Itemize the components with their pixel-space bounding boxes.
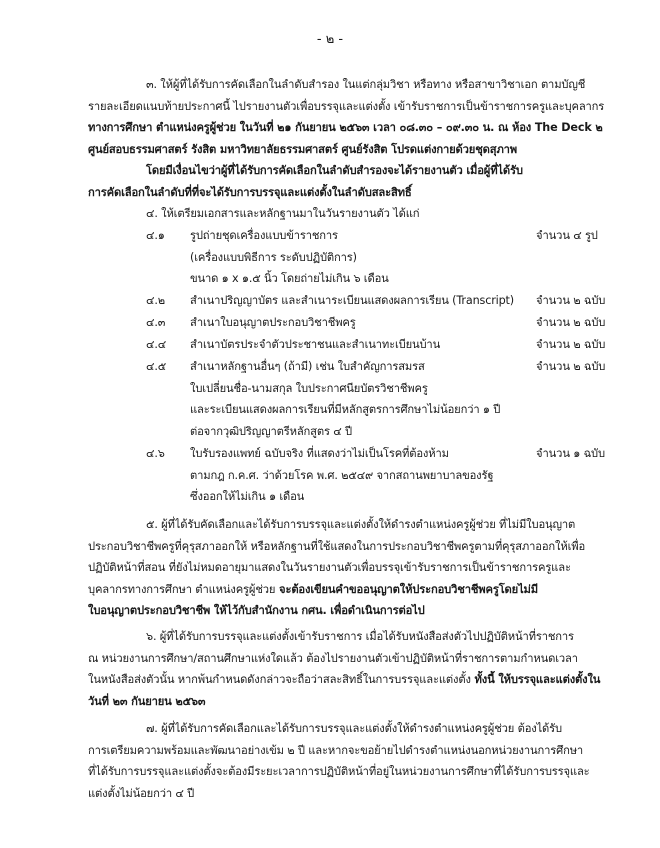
paragraph-4-heading	[88, 203, 636, 225]
paragraph-7	[88, 718, 636, 804]
para3-line: รายละเอียดแนบท้ายประกาศนี้ ไปรายงานตัวเพื่อบรรจุและแต่งตั้ง เข้ารับราชการเป็นข้าราชการครูและบุคลากร	[88, 99, 605, 113]
item-subline: ขนาด ๑ x ๑.๕ นิ้ว โดยถ่ายไม่เกิน ๖ เดือน	[190, 272, 389, 285]
para3-line: การคัดเลือกในลำดับที่ที่จะได้รับการบรรจุและแต่งตั้งในลำดับสละสิทธิ์	[88, 185, 412, 199]
item-subline: และระเบียนแสดงผลการเรียนที่มีหลักสูตรการศึกษาไม่น้อยกว่า ๑ ปี	[190, 403, 501, 416]
item-number: ๔.๖	[146, 447, 165, 460]
item-count: จำนวน ๔ รูป	[536, 229, 598, 242]
item-text: สำเนาหลักฐานอื่นๆ (ถ้ามี) เช่น ใบสำคัญการสมรส	[190, 360, 425, 373]
para5-line: ประกอบวิชาชีพครูที่คุรุสภาออกให้ หรือหลักฐานที่ใช้แสดงในการประกอบวิชาชีพครูตามที่คุรุสภาออกให้เพื่อ	[88, 539, 586, 553]
para5-line: ปฏิบัติหน้าที่สอน ที่ยังไม่หมดอายุมาแสดงในวันรายงานตัวเพื่อบรรจุเข้ารับราชการเป็นข้าราชการครูและ	[88, 561, 571, 574]
item-number: ๔.๔	[146, 338, 167, 351]
document-item-4-5	[146, 356, 636, 442]
document-item-4-2	[146, 290, 636, 312]
document-item-4-4	[146, 334, 636, 356]
item-count: จำนวน ๒ ฉบับ	[536, 294, 606, 307]
para6-line: ๖. ผู้ที่ได้รับการบรรจุและแต่งตั้งเข้ารับราชการ เมื่อได้รับหนังสือส่งตัวไปปฏิบัติหน้าที่ราชการ	[146, 630, 574, 643]
item-count: จำนวน ๒ ฉบับ	[536, 338, 606, 351]
para3-line: ศูนย์สอบธรรมศาสตร์ รังสิต มหาวิทยาลัยธรรมศาสตร์ ศูนย์รังสิต โปรดแต่งกายด้วยชุดสุภาพ	[88, 142, 518, 156]
para5-line: ๕. ผู้ที่ได้รับคัดเลือกและได้รับการบรรจุและแต่งตั้งให้ดำรงตำแหน่งครูผู้ช่วย ที่ไม่มีใบอนุญาต	[146, 518, 576, 531]
item-text: สำเนาบัตรประจำตัวประชาชนและสำเนาทะเบียนบ้าน	[190, 338, 441, 351]
item-number: ๔.๕	[146, 360, 167, 373]
para6-bold-text: ทั้งนี้ ให้บรรจุและแต่งตั้งใน	[470, 673, 601, 686]
para3-line: ทางการศึกษา ตำแหน่งครูผู้ช่วย ในวันที่ ๒๑ กันยายน ๒๕๖๓ เวลา ๐๘.๓๐ – ๐๙.๓๐ น. ณ ห้อง The Deck ๒	[88, 121, 603, 134]
para3-line: โดยมีเงื่อนไขว่าผู้ที่ได้รับการคัดเลือกในลำดับสำรองจะได้รายงานตัว เมื่อผู้ที่ได้รับ	[146, 164, 523, 177]
para7-line: แต่งตั้งไม่น้อยกว่า ๔ ปี	[88, 786, 195, 800]
para7-line: การเตรียมความพร้อมและพัฒนาอย่างเข้ม ๒ ปี และหากจะขอย้ายไปดำรงตำแหน่งนอกหน่วยงานการศึกษา	[88, 743, 584, 757]
document-item-4-1	[146, 225, 636, 290]
item-text: สำเนาปริญญาบัตร และสำเนาระเบียนแสดงผลการเรียน (Transcript)	[190, 294, 515, 307]
para3-line: ๓. ให้ผู้ที่ได้รับการคัดเลือกในลำดับสำรอง ในแต่กลุ่มวิชา หรือทาง หรือสาขาวิชาเอก ตามบัญชี	[146, 78, 586, 91]
item-text: สำเนาใบอนุญาตประกอบวิชาชีพครู	[190, 316, 356, 329]
document-item-4-3	[146, 312, 636, 334]
page-number: - ๒ -	[316, 32, 344, 47]
item-subline: (เครื่องแบบพิธีการ ระดับปฏิบัติการ)	[190, 250, 357, 264]
para6-line: วันที่ ๒๓ กันยายน ๒๕๖๓	[88, 694, 206, 708]
item-subline: ใบเปลี่ยนชื่อ-นามสกุล ใบประกาศนียบัตรวิชาชีพครู	[190, 381, 428, 395]
item-count: จำนวน ๑ ฉบับ	[536, 447, 605, 460]
item-count: จำนวน ๒ ฉบับ	[536, 360, 606, 373]
para5-line: บุคลากรทางการศึกษา ตำแหน่งครูผู้ช่วย	[88, 582, 276, 596]
item-subline: ตามกฎ ก.ค.ศ. ว่าด้วยโรค พ.ศ. ๒๕๔๙ จากสถานพยาบาลของรัฐ	[190, 468, 494, 482]
item-subline: ซึ่งออกให้ไม่เกิน ๑ เดือน	[190, 490, 305, 503]
paragraph-3	[88, 74, 636, 203]
paragraph-5	[88, 514, 636, 622]
item-text: รูปถ่ายชุดเครื่องแบบข้าราชการ	[190, 229, 338, 242]
item-text: ใบรับรองแพทย์ ฉบับจริง ที่แสดงว่าไม่เป็นโรคที่ต้องห้าม	[190, 447, 449, 460]
para7-line: ที่ได้รับการบรรจุและแต่งตั้งจะต้องมีระยะเวลาการปฏิบัติหน้าที่อยู่ในหน่วยงานการศึกษาที่ได้รับการบรรจุและ	[88, 765, 590, 778]
item-number: ๔.๒	[146, 294, 165, 307]
para5-bold-text: จะต้องเขียนคำขออนุญาตให้ประกอบวิชาชีพครูโดยไม่มี	[275, 582, 538, 596]
item-number: ๔.๓	[146, 316, 166, 329]
para7-line: ๗. ผู้ที่ได้รับการคัดเลือกและได้รับการบรรจุและแต่งตั้งให้ดำรงตำแหน่งครูผู้ช่วย ต้องได้รับ	[146, 722, 562, 735]
item-number: ๔.๑	[146, 229, 165, 242]
item-subline: ต่อจากวุฒิปริญญาตรีหลักสูตร ๔ ปี	[190, 424, 352, 438]
para6-line: ในหนังสือส่งตัวนั้น หากพ้นกำหนดดังกล่าวจะถือว่าสละสิทธิ์ในการบรรจุและแต่งตั้ง	[88, 673, 471, 686]
para6-line: ณ หน่วยงานการศึกษา/สถานศึกษาแห่งใดแล้ว ต้องไปรายงานตัวเข้าปฏิบัติหน้าที่ราชการตามกำหนดเวลา	[88, 651, 578, 665]
para5-line: ใบอนุญาตประกอบวิชาชีพ ให้ไว้กับสำนักงาน กศน. เพื่อดำเนินการต่อไป	[88, 604, 425, 617]
para4-heading: ๔. ให้เตรียมเอกสารและหลักฐานมาในวันรายงานตัว ได้แก่	[146, 207, 420, 220]
document-item-4-6	[146, 443, 636, 508]
item-count: จำนวน ๒ ฉบับ	[536, 316, 606, 329]
paragraph-6	[88, 626, 636, 712]
